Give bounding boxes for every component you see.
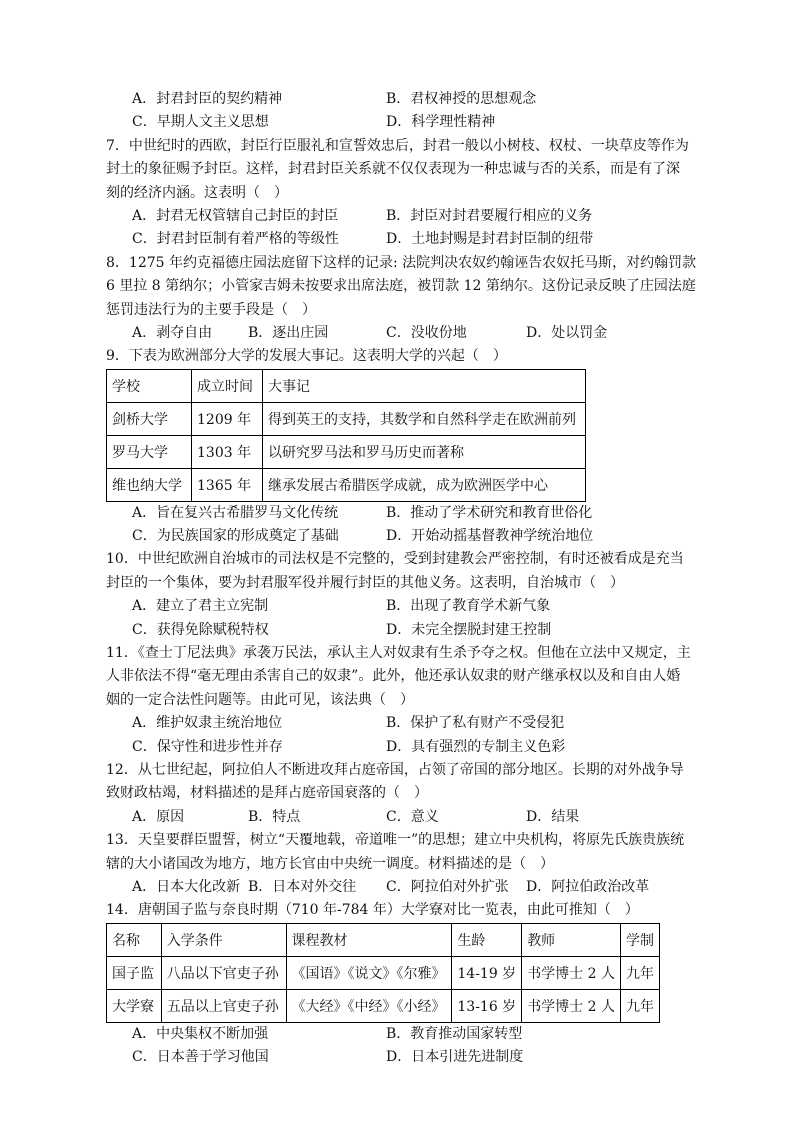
table-cell: 1303 年 — [192, 435, 263, 468]
table-cell: 1365 年 — [192, 468, 263, 501]
q7-option-b: B．封臣对封君要履行相应的义务 — [386, 207, 593, 224]
table-row — [107, 989, 660, 1022]
q11-options-row-2 — [106, 736, 690, 759]
q6-option-c: C．早期人文主义思想 — [132, 114, 269, 131]
q7-stem-line: 刻的经济内涵。这表明（ ） — [106, 184, 288, 201]
q9-option-c: C．为民族国家的形成奠定了基础 — [132, 528, 339, 545]
q8-stem-line: 6 里拉 8 第纳尔；小管家吉姆未按要求出席法庭，被罚款 12 第纳尔。这份记录反映了庄园法庭 — [106, 278, 696, 295]
q11-option-d: D．具有强烈的专制主义色彩 — [386, 738, 566, 755]
table-header-row — [107, 923, 660, 956]
table-cell: 八品以下官吏子孙 — [161, 956, 286, 989]
q10-options-row-2 — [106, 619, 690, 642]
q10-option-c: C．获得免除赋税特权 — [132, 621, 269, 638]
q10-option-d: D．未完全摆脱封建王控制 — [386, 621, 552, 638]
q10-option-b: B．出现了教育学术新气象 — [386, 598, 551, 615]
q11-option-a: A．维护奴隶主统治地位 — [132, 715, 283, 732]
q12-option-d: D．结果 — [526, 808, 580, 825]
table-header-cell: 学校 — [107, 369, 192, 402]
q12-option-c: C．意义 — [386, 808, 439, 825]
q8-option-c: C．没收份地 — [386, 324, 467, 341]
table-row — [107, 402, 586, 435]
q12-options-row — [106, 806, 690, 829]
q9-options-row-1 — [106, 502, 690, 525]
q14-stem: 14．唐朝国子监与奈良时期（710 年-784 年）大学寮对比一览表，由此可推知（ ） — [106, 902, 639, 919]
table-header-cell: 入学条件 — [161, 923, 286, 956]
table-cell: 大学寮 — [107, 989, 162, 1022]
question-11 — [106, 642, 690, 759]
q9-options-row-2 — [106, 525, 690, 548]
q10-stem-line: 10．中世纪欧洲自治城市的司法权是不完整的，受到封建教会严密控制，有时还被看成是充当 — [106, 551, 684, 568]
q13-stem-line: 辖的大小诸国改为地方，地方长官由中央统一调度。材料描述的是（ ） — [106, 855, 554, 872]
q11-stem-line: 人非依法不得“毫无理由杀害自己的奴隶”。此外，他还承认奴隶的财产继承权以及和自由人婚 — [106, 668, 681, 685]
q8-option-b: B．逐出庄园 — [248, 324, 329, 341]
q8-options-row — [106, 322, 690, 345]
table-row — [107, 956, 660, 989]
q13-option-c: C．阿拉伯对外扩张 — [386, 878, 509, 895]
q6-options-row-1 — [106, 88, 690, 111]
q12-stem-line: 12．从七世纪起，阿拉伯人不断进攻拜占庭帝国，占领了帝国的部分地区。长期的对外战争导 — [106, 761, 684, 778]
q9-option-d: D．开始动摇基督教神学统治地位 — [386, 528, 594, 545]
table-cell: 罗马大学 — [107, 435, 192, 468]
q7-option-d: D．土地封赐是封君封臣制的纽带 — [386, 231, 594, 248]
question-13 — [106, 829, 690, 899]
q13-option-b: B．日本对外交往 — [248, 878, 357, 895]
q7-option-a: A．封君无权管辖自己封臣的封臣 — [132, 207, 339, 224]
exam-page — [106, 88, 697, 1070]
table-cell: 五品以上官吏子孙 — [161, 989, 286, 1022]
q13-option-a: A．日本大化改新 — [132, 878, 241, 895]
table-row — [107, 435, 586, 468]
q7-option-c: C．封君封臣制有着严格的等级性 — [132, 231, 339, 248]
question-12 — [106, 759, 690, 829]
q11-option-b: B．保护了私有财产不受侵犯 — [386, 715, 565, 732]
q10-stem-line: 封臣的一个集体，要为封君服军役并履行封臣的其他义务。这表明，自治城市（ ） — [106, 574, 624, 591]
q14-option-c: C．日本善于学习他国 — [132, 1049, 269, 1066]
q13-options-row — [106, 876, 690, 899]
q8-stem-line: 惩罚违法行为的主要手段是（ ） — [106, 301, 316, 318]
table-cell: 《大经》《中经》《小经》 — [286, 989, 452, 1022]
q6-option-b: B．君权神授的思想观念 — [386, 91, 537, 107]
q6-options-row-2 — [106, 111, 690, 134]
q11-option-c: C．保守性和进步性并存 — [132, 738, 283, 755]
table-cell: 1209 年 — [192, 402, 263, 435]
q7-options-row-2 — [106, 228, 690, 251]
q12-stem-line: 致财政枯竭，材料描述的是拜占庭帝国衰落的（ ） — [106, 785, 428, 802]
q14-option-a: A．中央集权不断加强 — [132, 1025, 269, 1042]
table-header-cell: 学制 — [621, 923, 660, 956]
table-cell: 得到英王的支持，其数学和自然科学走在欧洲前列 — [263, 402, 586, 435]
table-cell: 九年 — [621, 956, 660, 989]
table-header-cell: 教师 — [522, 923, 621, 956]
table-header-cell: 成立时间 — [192, 369, 263, 402]
table-cell: 九年 — [621, 989, 660, 1022]
table-header-cell: 课程教材 — [286, 923, 452, 956]
q14-options-row-2 — [106, 1046, 690, 1069]
table-cell: 国子监 — [107, 956, 162, 989]
q9-stem: 9．下表为欧洲部分大学的发展大事记。这表明大学的兴起（ ） — [106, 348, 507, 365]
question-14 — [106, 899, 690, 1069]
q7-stem-line: 7．中世纪时的西欧，封臣行臣服礼和宣誓效忠后，封君一般以小树枝、权杖、一块草皮等作为 — [106, 137, 689, 154]
question-8 — [106, 252, 697, 346]
table-cell: 《国语》《说文》《尔雅》 — [286, 956, 452, 989]
q8-option-d: D．处以罚金 — [526, 324, 608, 341]
table-cell: 以研究罗马法和罗马历史而著称 — [263, 435, 586, 468]
q7-options-row-1 — [106, 205, 690, 228]
table-header-cell: 大事记 — [263, 369, 586, 402]
q14-option-b: B．教育推动国家转型 — [386, 1025, 523, 1042]
table-cell: 剑桥大学 — [107, 402, 192, 435]
q12-option-a: A．原因 — [132, 808, 185, 825]
q6-option-d: D．科学理性精神 — [386, 114, 496, 131]
q9-table — [106, 369, 586, 502]
table-header-row — [107, 369, 586, 402]
question-7 — [106, 135, 690, 252]
q14-table — [106, 923, 660, 1023]
q6-option-a: A．封君封臣的契约精神 — [132, 91, 283, 107]
q10-options-row-1 — [106, 595, 690, 618]
table-row — [107, 468, 586, 501]
q8-stem-line: 8．1275 年约克福德庄园法庭留下这样的记录: 法院判决农奴约翰诬告农奴托马斯，对约翰罚款 — [106, 254, 697, 271]
table-cell: 书学博士 2 人 — [522, 956, 621, 989]
q8-option-a: A．剥夺自由 — [132, 324, 213, 341]
question-9 — [106, 345, 690, 548]
q10-option-a: A．建立了君主立宪制 — [132, 598, 269, 615]
question-10 — [106, 548, 690, 642]
table-cell: 13-16 岁 — [452, 989, 522, 1022]
q11-stem-line: 姻的一定合法性问题等。由此可见，该法典（ ） — [106, 691, 414, 708]
q9-option-a: A．旨在复兴古希腊罗马文化传统 — [132, 504, 339, 521]
table-cell: 14-19 岁 — [452, 956, 522, 989]
table-header-cell: 生龄 — [452, 923, 522, 956]
q11-stem-line: 11．《查士丁尼法典》承袭万民法，承认主人对奴隶有生杀予夺之权。但他在立法中又规定，主 — [106, 645, 691, 662]
q14-options-row-1 — [106, 1023, 690, 1046]
q7-stem-line: 封土的象征赐予封臣。这样，封君封臣关系就不仅仅表现为一种忠诚与否的关系，而是有了深 — [106, 161, 680, 178]
q13-stem-line: 13．天皇要群臣盟誓，树立“天覆地载，帝道唯一”的思想；建立中央机构，将原先氏族贵族统 — [106, 832, 685, 849]
q11-options-row-1 — [106, 712, 690, 735]
table-header-cell: 名称 — [107, 923, 162, 956]
q13-option-d: D．阿拉伯政治改革 — [526, 878, 650, 895]
q12-option-b: B．特点 — [248, 808, 301, 825]
q9-option-b: B．推动了学术研究和教育世俗化 — [386, 504, 593, 521]
table-cell: 维也纳大学 — [107, 468, 192, 501]
table-cell: 继承发展古希腊医学成就，成为欧洲医学中心 — [263, 468, 586, 501]
q14-option-d: D．日本引进先进制度 — [386, 1049, 524, 1066]
table-cell: 书学博士 2 人 — [522, 989, 621, 1022]
